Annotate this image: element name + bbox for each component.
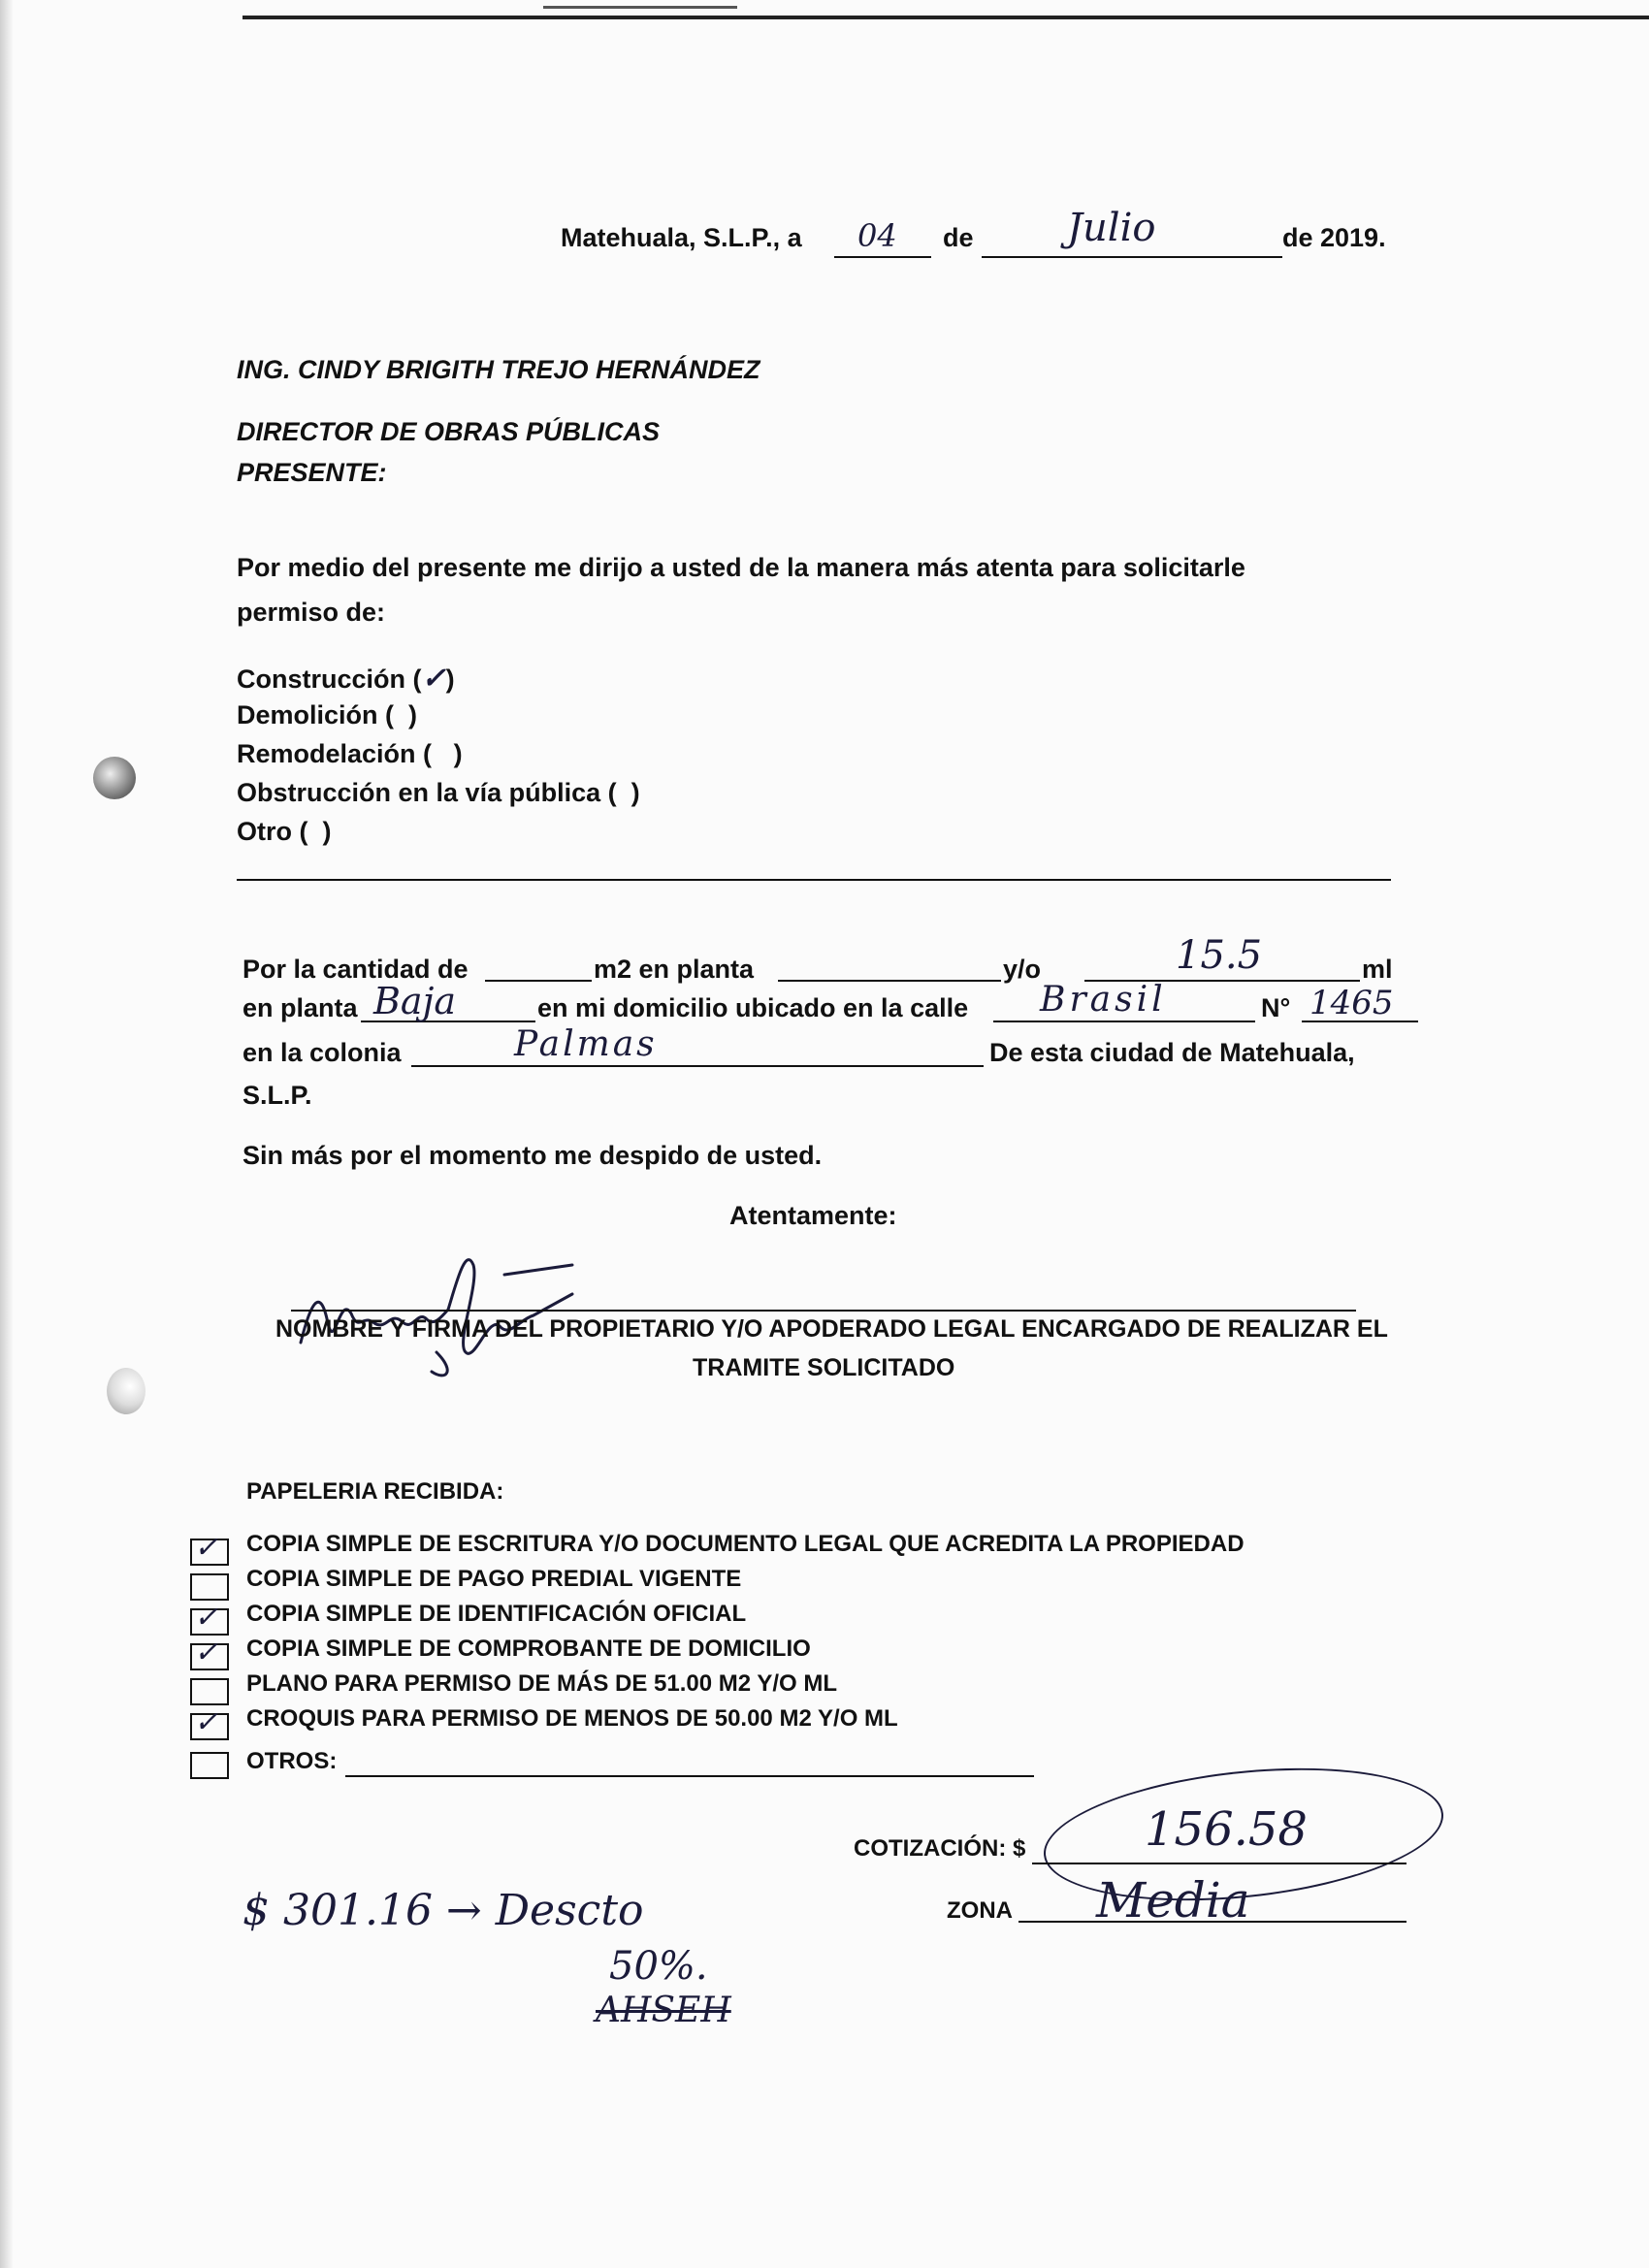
date-day-value: 04 (857, 217, 897, 254)
date-month-line (982, 256, 1282, 258)
closing-atentamente: Atentamente: (729, 1201, 897, 1230)
scan-top-rule (242, 16, 1649, 19)
permit-option-label: Construcción ( (237, 664, 422, 694)
closing-despedida: Sin más por el momento me despido de usted. (242, 1141, 823, 1170)
papeleria-item-label: COPIA SIMPLE DE PAGO PREDIAL VIGENTE (246, 1566, 742, 1592)
qty-ml-value: 15.5 (1176, 933, 1263, 978)
firma-caption-line-1: NOMBRE Y FIRMA DEL PROPIETARIO Y/O APODERADO LEGAL ENCARGADO DE REALIZAR EL (275, 1315, 1388, 1343)
otro-blank-line (237, 879, 1391, 881)
cotizacion-value: 156.58 (1145, 1802, 1308, 1857)
papeleria-item-label: COPIA SIMPLE DE IDENTIFICACIÓN OFICIAL (246, 1601, 747, 1627)
permit-option-obstruccion (237, 778, 640, 808)
papeleria-item-label: PLANO PARA PERMISO DE MÁS DE 51.00 M2 Y/O ML (246, 1670, 837, 1697)
permit-option-otro (237, 817, 332, 847)
checkbox-predial[interactable] (190, 1573, 229, 1601)
permit-option-mark: ✓ (421, 662, 446, 696)
signature-line (291, 1310, 1356, 1312)
qty-domicilio: en mi domicilio ubicado en la calle (537, 993, 969, 1022)
papeleria-title: PAPELERIA RECIBIDA: (246, 1478, 504, 1505)
firma-caption-line-2: TRAMITE SOLICITADO (693, 1354, 955, 1381)
scan-top-mark (543, 6, 737, 9)
papeleria-item-label: COPIA SIMPLE DE ESCRITURA Y/O DOCUMENTO LEGAL QUE ACREDITA LA PROPIEDAD (246, 1531, 1245, 1557)
qty-ml: ml (1362, 955, 1393, 984)
permit-option-close: ) (408, 700, 418, 729)
intro-line-2: permiso de: (237, 598, 386, 627)
permit-option-close: ) (453, 739, 463, 768)
qty-ciudad: De esta ciudad de Matehuala, (989, 1038, 1355, 1067)
cotizacion-line (1032, 1863, 1406, 1864)
date-suffix: de 2019. (1282, 223, 1386, 252)
permit-option-close: ) (630, 778, 640, 807)
recipient-present: PRESENTE: (237, 458, 387, 487)
recipient-name: ING. CINDY BRIGITH TREJO HERNÁNDEZ (237, 355, 760, 384)
checkbox-otros[interactable] (190, 1752, 229, 1779)
date-day-line (834, 256, 931, 258)
permit-option-construccion (237, 662, 455, 696)
qty-en-la-colonia: en la colonia (242, 1038, 402, 1067)
punch-hole-top (93, 757, 136, 799)
permit-option-label: Remodelación ( (237, 739, 433, 768)
papeleria-item-label: COPIA SIMPLE DE COMPROBANTE DE DOMICILIO (246, 1636, 811, 1662)
qty-por-la-cantidad: Por la cantidad de (242, 955, 469, 984)
permit-option-label: Demolición ( (237, 700, 395, 729)
checkbox-croquis[interactable] (190, 1705, 229, 1740)
qty-m2-line (485, 980, 592, 982)
qty-planta-value: Baja (373, 980, 457, 1022)
checkbox-identificacion[interactable] (190, 1601, 229, 1636)
qty-yo: y/o (1003, 955, 1042, 984)
checkbox-plano[interactable] (190, 1678, 229, 1705)
note-line-1: $ 301.16 → Descto (242, 1886, 644, 1935)
punch-hole-bottom (107, 1368, 146, 1414)
date-month-value: Julio (1067, 206, 1156, 250)
scan-edge-shadow (0, 0, 14, 2268)
check-mark-icon: ✓ (194, 1705, 219, 1739)
zona-label: ZONA (947, 1897, 1013, 1924)
permit-option-remodelacion (237, 739, 463, 769)
intro-line-1: Por medio del presente me dirijo a usted de la manera más atenta para solicitarle (237, 553, 1245, 582)
qty-numero-label: N° (1261, 993, 1291, 1022)
papeleria-item-label: CROQUIS PARA PERMISO DE MENOS DE 50.00 M2 Y/O ML (246, 1705, 898, 1732)
qty-colonia-value: Palmas (514, 1024, 658, 1064)
checkbox-escritura[interactable] (190, 1531, 229, 1566)
qty-planta-line (778, 980, 1001, 982)
permit-option-label: Otro ( (237, 817, 308, 846)
cotizacion-label: COTIZACIÓN: $ (854, 1835, 1026, 1862)
permit-option-close: ) (322, 817, 332, 846)
date-prefix: Matehuala, S.L.P., a (561, 223, 802, 252)
checkbox-domicilio[interactable] (190, 1636, 229, 1670)
papeleria-item-label: OTROS: (246, 1748, 338, 1774)
permit-option-label: Obstrucción en la vía pública ( (237, 778, 617, 807)
date-de: de (943, 223, 974, 252)
zona-value: Media (1096, 1872, 1250, 1928)
qty-en-planta: en planta (242, 993, 358, 1022)
qty-calle-value: Brasil (1040, 980, 1167, 1020)
check-mark-icon: ✓ (194, 1636, 219, 1669)
qty-calle-line (993, 1021, 1255, 1022)
qty-slp: S.L.P. (242, 1081, 312, 1110)
signature-drawing (281, 1226, 592, 1381)
permit-option-close: ) (445, 664, 455, 694)
qty-numero-value: 1465 (1310, 984, 1394, 1022)
note-line-2: 50%. (609, 1944, 708, 1989)
recipient-title: DIRECTOR DE OBRAS PÚBLICAS (237, 417, 661, 446)
check-mark-icon: ✓ (194, 1531, 219, 1565)
qty-colonia-line (411, 1065, 984, 1067)
note-line-3: AHSEH (596, 1991, 731, 2030)
qty-m2-en-planta: m2 en planta (594, 955, 755, 984)
otros-blank-line (345, 1775, 1034, 1777)
check-mark-icon: ✓ (194, 1601, 219, 1635)
permit-option-demolicion (237, 700, 417, 730)
